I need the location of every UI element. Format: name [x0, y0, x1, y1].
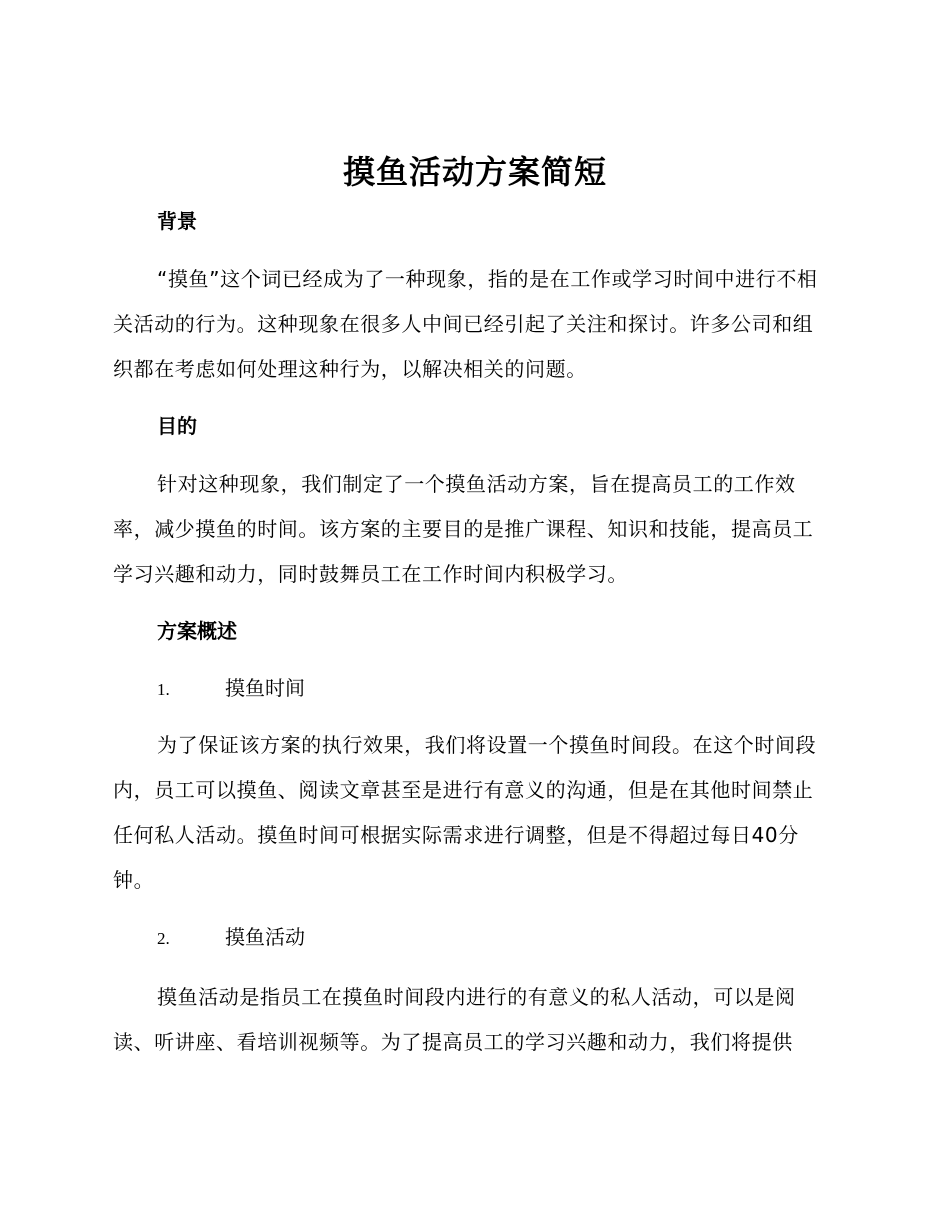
document-title: 摸鱼活动方案简短 [342, 153, 607, 191]
paragraph-item-2: 摸鱼活动是指员工在摸鱼时间段内进行的有意义的私人活动，可以是阅读、听讲座、看培训视频等。为了提高员工的学习兴趣和动力，我们将提供 [113, 985, 796, 1054]
paragraph-purpose: 针对这种现象，我们制定了一个摸鱼活动方案，旨在提高员工的工作效率，减少摸鱼的时间。该方案的主要目的是推广课程、知识和技能，提高员工学习兴趣和动力，同时鼓舞员工在工作时间内积极学习。 [113, 472, 814, 586]
list-item-2 [157, 922, 305, 954]
paragraph-background: “摸鱼”这个词已经成为了一种现象，指的是在工作或学习时间中进行不相关活动的行为。这种现象在很多人中间已经引起了关注和探讨。许多公司和组织都在考虑如何处理这种行为，以解决相关的问题。 [113, 267, 818, 381]
paragraph-item-1: 为了保证该方案的执行效果，我们将设置一个摸鱼时间段。在这个时间段内，员工可以摸鱼、阅读文章甚至是进行有意义的沟通，但是在其他时间禁止任何私人活动。摸鱼时间可根据实际需求进行调整，但是不得超过每日40分钟。 [113, 733, 817, 892]
list-item-label: 摸鱼时间 [225, 676, 305, 700]
list-item-number: 2. [157, 929, 170, 948]
list-item-1 [157, 673, 305, 705]
section-heading-overview: 方案概述 [157, 619, 237, 643]
list-item-label: 摸鱼活动 [225, 925, 305, 949]
section-heading-background: 背景 [157, 209, 197, 233]
list-item-number: 1. [157, 680, 170, 699]
section-heading-purpose: 目的 [157, 414, 197, 438]
